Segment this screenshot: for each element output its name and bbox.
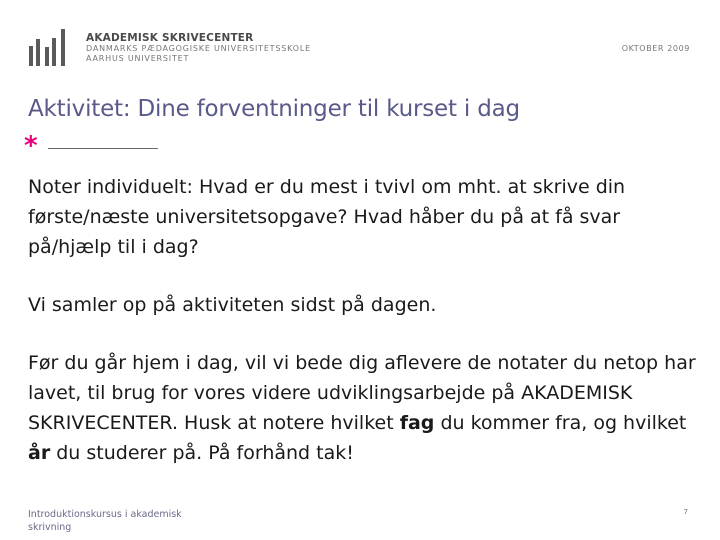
slide-title: Aktivitet: Dine forventninger til kurset i dag [28,96,520,122]
handin-text-2: du kommer fra, og hvilket [434,412,687,434]
bold-year: år [28,442,51,464]
asterisk-icon: * [24,131,38,161]
handin-text-3: du studerer på. På forhånd tak! [50,442,354,464]
organization-header [86,32,311,64]
slide-body [28,172,703,496]
paragraph-followup: Vi samler op på aktiviteten sidst på dagen. [28,294,437,316]
date-label: OKTOBER 2009 [621,44,690,53]
organization-subtitle-1: DANMARKS PÆDAGOGISKE UNIVERSITETSSKOLE [86,44,311,53]
organization-subtitle-2: AARHUS UNIVERSITET [86,54,190,63]
title-divider [48,148,158,149]
bold-subject: fag [399,412,435,434]
aarhus-university-logo-icon [28,29,68,66]
page-number: 7 [683,508,688,516]
handin-text-1: Før du går hjem i dag, vil vi bede dig aflevere de notater du netop har lavet, til brug for vores videre udviklingsarbejde på AKADEMISK SKRIVECENTER. Husk at notere hvilket [28,352,696,434]
paragraph-handin [28,348,703,468]
paragraph-instructions: Noter individuelt: Hvad er du mest i tvivl om mht. at skrive din første/næste universitetsopgave? Hvad håber du på at få svar på/hjælp til i dag? [28,176,626,258]
organization-name: AKADEMISK SKRIVECENTER [86,32,254,44]
footer-course-title: Introduktionskursus i akademisk skrivning [28,509,182,533]
